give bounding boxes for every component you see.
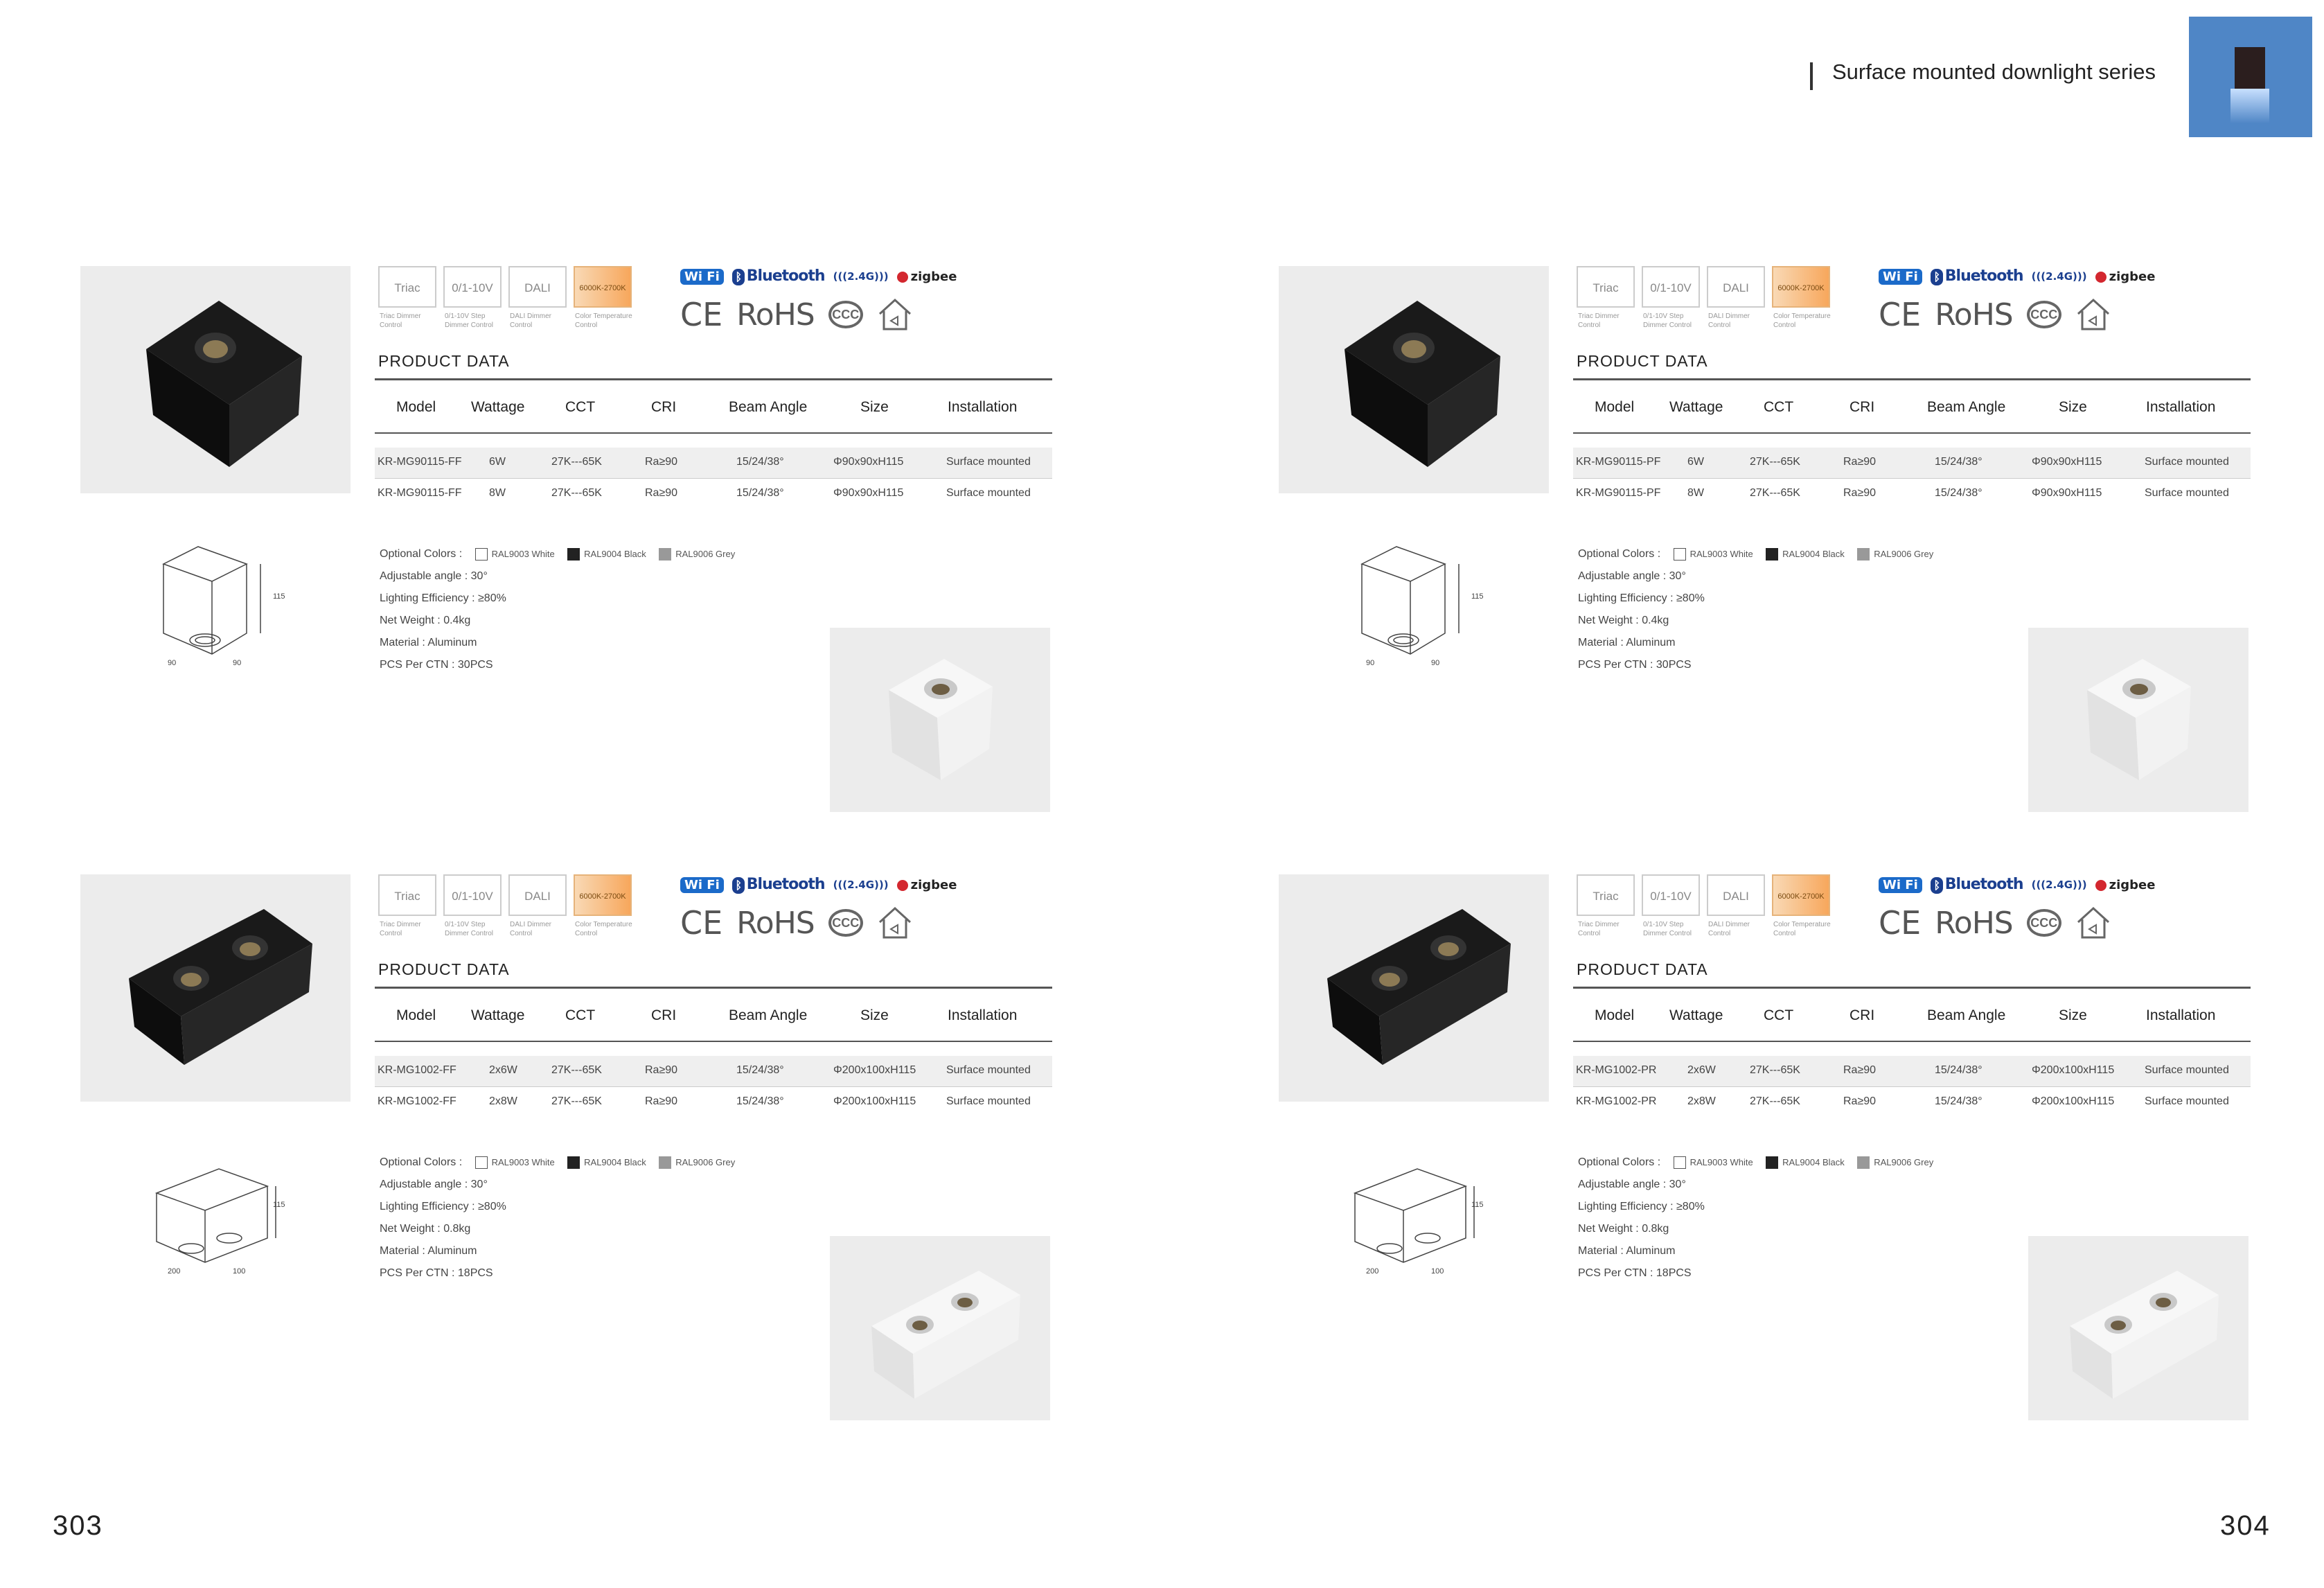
triac-caption: Triac Dimmer Control [1578, 921, 1620, 937]
dim-depth: 90 [1431, 659, 1440, 667]
lighting-efficiency: Lighting Efficiency : ≥80% [1578, 592, 1705, 604]
table-row [375, 448, 1052, 478]
product-render-icon [80, 266, 351, 493]
zigbee-icon [897, 270, 957, 284]
cell-wattage: 2x6W [1687, 1064, 1716, 1076]
table-header-rule [375, 1041, 1052, 1042]
certification-logos [1879, 294, 2111, 335]
certification-logos [680, 902, 913, 944]
cell-wattage: 2x6W [489, 1064, 517, 1076]
cell-size: Φ90x90xH115 [2032, 487, 2102, 499]
ccc-mark-icon: CCC [2027, 301, 2061, 328]
cell-model: KR-MG1002-PR [1576, 1095, 1657, 1107]
product-photo-white [830, 628, 1050, 812]
dali-caption: DALI Dimmer Control [510, 312, 552, 329]
cell-cct: 27K---65K [1750, 487, 1800, 499]
connectivity-logos [1879, 266, 2155, 287]
col-header-cct: CCT [1764, 399, 1794, 415]
table-row [375, 1056, 1052, 1086]
table-row [1573, 1056, 2251, 1086]
optional-colors-label: Optional Colors : [1578, 548, 1661, 560]
white-label: RAL9003 White [491, 549, 555, 559]
cell-wattage: 6W [1687, 456, 1704, 468]
product-block-3 [80, 874, 1050, 1443]
cell-model: KR-MG1002-FF [378, 1095, 456, 1107]
col-header-size: Size [860, 1007, 889, 1023]
series-title: Surface mounted downlight series [1832, 60, 2156, 84]
color-temp-caption: Color Temperature Control [1773, 312, 1831, 329]
cell-size: Φ90x90xH115 [2032, 456, 2102, 468]
white-swatch-icon [1674, 1156, 1686, 1169]
color-temp-badge: 6000K-2700K [1772, 874, 1830, 916]
col-header-model: Model [396, 1007, 436, 1023]
optional-colors-label: Optional Colors : [380, 548, 463, 560]
cell-beam: 15/24/38° [1935, 456, 1983, 468]
triac-badge: Triac [378, 874, 436, 916]
dali-caption: DALI Dimmer Control [510, 921, 552, 937]
cell-model: KR-MG1002-FF [378, 1064, 456, 1076]
cell-cct: 27K---65K [551, 1064, 602, 1076]
adjustable-angle: Adjustable angle : 30° [380, 570, 488, 582]
color-temp-caption: Color Temperature Control [1773, 921, 1831, 937]
certification-logos [680, 294, 913, 335]
rf-2-4g-icon: (((2.4G))) [833, 270, 889, 283]
triac-caption: Triac Dimmer Control [380, 312, 421, 329]
white-product-render-icon [2028, 1236, 2248, 1420]
wifi-icon: Wi Fi [680, 877, 724, 893]
product-photo-black [1279, 874, 1549, 1102]
connectivity-logos [680, 874, 957, 895]
product-photo-black [1279, 266, 1549, 493]
indoor-use-icon [877, 906, 913, 940]
spec-list [380, 1152, 735, 1285]
cell-model: KR-MG90115-PF [1576, 487, 1661, 499]
cell-installation: Surface mounted [946, 456, 1031, 468]
product-photo-white [2028, 1236, 2248, 1420]
cell-wattage: 2x8W [1687, 1095, 1716, 1107]
cell-cri: Ra≥90 [645, 1064, 678, 1076]
dim-depth: 100 [1431, 1267, 1444, 1276]
cell-installation: Surface mounted [946, 1064, 1031, 1076]
col-header-wattage: Wattage [1669, 1007, 1723, 1023]
bluetooth-icon: ᛒ Bluetooth [732, 267, 825, 285]
ccc-mark-icon: CCC [2027, 909, 2061, 937]
dim-width: 90 [1366, 659, 1375, 667]
table-header-rule [375, 432, 1052, 434]
cell-installation: Surface mounted [2145, 1064, 2229, 1076]
dimmer-0-10v-caption: 0/1-10V Step Dimmer Control [445, 312, 494, 329]
col-header-model: Model [396, 399, 436, 415]
col-header-model: Model [1595, 399, 1635, 415]
net-weight: Net Weight : 0.8kg [380, 1223, 471, 1235]
cell-beam: 15/24/38° [1935, 487, 1983, 499]
zigbee-icon [2095, 878, 2156, 892]
dimmer-0-10v-caption: 0/1-10V Step Dimmer Control [445, 921, 494, 937]
lighting-efficiency: Lighting Efficiency : ≥80% [380, 1201, 506, 1212]
grey-label: RAL9006 Grey [1874, 549, 1934, 559]
cell-cri: Ra≥90 [1843, 456, 1877, 468]
cell-model: KR-MG1002-PR [1576, 1064, 1657, 1076]
optional-colors-label: Optional Colors : [1578, 1156, 1661, 1168]
product-photo-black [80, 266, 351, 493]
col-header-wattage: Wattage [471, 399, 525, 415]
pcs-per-carton: PCS Per CTN : 18PCS [1578, 1267, 1692, 1279]
cell-cri: Ra≥90 [645, 1095, 678, 1107]
pcs-per-carton: PCS Per CTN : 30PCS [380, 659, 493, 671]
cell-size: Φ90x90xH115 [833, 487, 904, 499]
white-product-render-icon [830, 1236, 1050, 1420]
triac-badge: Triac [1577, 874, 1635, 916]
dimmer-0-10v-caption: 0/1-10V Step Dimmer Control [1643, 921, 1692, 937]
table-top-rule [1573, 987, 2251, 989]
spec-list [380, 543, 735, 676]
black-swatch-icon [1766, 548, 1778, 561]
rf-2-4g-icon: (((2.4G))) [2031, 270, 2087, 283]
product-block-4 [1279, 874, 2248, 1443]
grey-swatch-icon [659, 548, 671, 561]
col-header-size: Size [860, 399, 889, 415]
ce-mark-icon: CE [1879, 904, 1922, 942]
pcs-per-carton: PCS Per CTN : 18PCS [380, 1267, 493, 1279]
triac-badge: Triac [1577, 266, 1635, 308]
optional-colors [380, 543, 735, 565]
grey-label: RAL9006 Grey [1874, 1157, 1934, 1167]
cell-cct: 27K---65K [551, 456, 602, 468]
table-header-rule [1573, 432, 2251, 434]
pcs-per-carton: PCS Per CTN : 30PCS [1578, 659, 1692, 671]
connectivity-logos [1879, 874, 2155, 895]
product-data-title: PRODUCT DATA [1577, 960, 1708, 978]
indoor-use-icon [2075, 297, 2111, 332]
cell-cct: 27K---65K [1750, 1064, 1800, 1076]
light-beam-graphic [2230, 89, 2269, 123]
dimension-drawing [150, 543, 285, 675]
product-photo-white [2028, 628, 2248, 812]
cell-wattage: 2x8W [489, 1095, 517, 1107]
white-product-render-icon [830, 628, 1050, 812]
col-header-wattage: Wattage [471, 1007, 525, 1023]
bluetooth-icon: ᛒ Bluetooth [1931, 876, 2023, 894]
optional-colors [380, 1152, 735, 1174]
wifi-icon: Wi Fi [1879, 877, 1922, 893]
rohs-icon: RoHS [1935, 297, 2013, 333]
black-label: RAL9004 Black [584, 1157, 646, 1167]
grey-swatch-icon [659, 1156, 671, 1169]
dali-caption: DALI Dimmer Control [1708, 921, 1750, 937]
table-top-rule [1573, 378, 2251, 380]
dim-height: 115 [273, 1201, 285, 1209]
col-header-wattage: Wattage [1669, 399, 1723, 415]
dim-width: 200 [168, 1267, 181, 1276]
black-label: RAL9004 Black [584, 549, 646, 559]
optional-colors-label: Optional Colors : [380, 1156, 463, 1168]
dimmer-0-10v-badge: 0/1-10V [1642, 266, 1700, 308]
bluetooth-label: Bluetooth [1944, 876, 2023, 893]
ce-mark-icon: CE [1879, 296, 1922, 333]
header-divider [1810, 62, 1813, 90]
col-header-cct: CCT [565, 399, 596, 415]
dimmer-0-10v-badge: 0/1-10V [1642, 874, 1700, 916]
triac-caption: Triac Dimmer Control [380, 921, 421, 937]
table-top-rule [375, 378, 1052, 380]
net-weight: Net Weight : 0.4kg [1578, 615, 1669, 626]
bluetooth-label: Bluetooth [1944, 267, 2023, 285]
certification-logos [1879, 902, 2111, 944]
black-swatch-icon [1766, 1156, 1778, 1169]
black-label: RAL9004 Black [1782, 1157, 1845, 1167]
col-header-cct: CCT [565, 1007, 596, 1023]
cell-model: KR-MG90115-FF [378, 487, 462, 499]
dim-width: 90 [168, 659, 177, 667]
col-header-installation: Installation [2146, 399, 2216, 415]
table-row [375, 479, 1052, 509]
triac-caption: Triac Dimmer Control [1578, 312, 1620, 329]
cell-beam: 15/24/38° [1935, 1095, 1983, 1107]
net-weight: Net Weight : 0.8kg [1578, 1223, 1669, 1235]
dimension-drawing [1348, 1152, 1484, 1283]
color-temp-caption: Color Temperature Control [575, 921, 632, 937]
product-data-title: PRODUCT DATA [378, 352, 510, 370]
cell-installation: Surface mounted [946, 487, 1031, 499]
col-header-size: Size [2059, 1007, 2087, 1023]
cell-cct: 27K---65K [1750, 1095, 1800, 1107]
col-header-installation: Installation [2146, 1007, 2216, 1023]
black-label: RAL9004 Black [1782, 549, 1845, 559]
optional-colors [1578, 1152, 1933, 1174]
white-swatch-icon [475, 548, 488, 561]
cell-wattage: 8W [1687, 487, 1704, 499]
cell-cri: Ra≥90 [1843, 1095, 1877, 1107]
cell-size: Φ200x100xH115 [833, 1064, 916, 1076]
col-header-model: Model [1595, 1007, 1635, 1023]
spec-list [1578, 543, 1933, 676]
cell-installation: Surface mounted [2145, 1095, 2229, 1107]
table-row [375, 1087, 1052, 1118]
zigbee-label: zigbee [2109, 877, 2156, 892]
cell-cri: Ra≥90 [1843, 1064, 1877, 1076]
indoor-use-icon [877, 297, 913, 332]
col-header-cct: CCT [1764, 1007, 1794, 1023]
dimension-drawing [1348, 543, 1484, 675]
col-header-beam-angle: Beam Angle [729, 1007, 808, 1023]
spec-list [1578, 1152, 1933, 1285]
ce-mark-icon: CE [680, 904, 723, 942]
table-top-rule [375, 987, 1052, 989]
corner-accent-block [2189, 17, 2312, 137]
col-header-installation: Installation [948, 1007, 1018, 1023]
table-row [1573, 448, 2251, 478]
zigbee-label: zigbee [2109, 269, 2156, 284]
dim-height: 115 [1471, 592, 1484, 601]
dimmer-0-10v-caption: 0/1-10V Step Dimmer Control [1643, 312, 1692, 329]
rf-2-4g-icon: (((2.4G))) [833, 879, 889, 891]
cell-model: KR-MG90115-FF [378, 456, 462, 468]
cell-beam: 15/24/38° [736, 1064, 784, 1076]
col-header-installation: Installation [948, 399, 1018, 415]
color-temp-caption: Color Temperature Control [575, 312, 632, 329]
rohs-icon: RoHS [1935, 905, 2013, 941]
material: Material : Aluminum [380, 637, 477, 649]
cell-cct: 27K---65K [551, 487, 602, 499]
grey-swatch-icon [1857, 1156, 1870, 1169]
rohs-icon: RoHS [736, 297, 815, 333]
dim-depth: 90 [233, 659, 242, 667]
col-header-cri: CRI [1850, 399, 1875, 415]
table-row [1573, 1087, 2251, 1118]
cell-wattage: 8W [489, 487, 506, 499]
product-render-icon [1279, 266, 1549, 493]
black-swatch-icon [567, 548, 580, 561]
table-header-rule [1573, 1041, 2251, 1042]
rf-2-4g-icon: (((2.4G))) [2031, 879, 2087, 891]
cell-beam: 15/24/38° [736, 487, 784, 499]
cell-installation: Surface mounted [2145, 487, 2229, 499]
product-render-icon [1279, 874, 1549, 1102]
ccc-mark-icon: CCC [828, 909, 863, 937]
product-data-title: PRODUCT DATA [1577, 352, 1708, 370]
black-swatch-icon [567, 1156, 580, 1169]
product-block-2 [1279, 266, 2248, 834]
optional-colors [1578, 543, 1933, 565]
bluetooth-icon: ᛒ Bluetooth [1931, 267, 2023, 285]
bluetooth-label: Bluetooth [746, 876, 825, 893]
zigbee-label: zigbee [910, 269, 957, 284]
cell-cri: Ra≥90 [645, 487, 678, 499]
cell-beam: 15/24/38° [1935, 1064, 1983, 1076]
adjustable-angle: Adjustable angle : 30° [1578, 1179, 1686, 1190]
col-header-cri: CRI [1850, 1007, 1875, 1023]
color-temp-badge: 6000K-2700K [1772, 266, 1830, 308]
product-photo-white [830, 1236, 1050, 1420]
table-row [1573, 479, 2251, 509]
col-header-beam-angle: Beam Angle [1927, 1007, 2006, 1023]
color-temp-badge: 6000K-2700K [574, 874, 632, 916]
grey-swatch-icon [1857, 548, 1870, 561]
triac-badge: Triac [378, 266, 436, 308]
dali-badge: DALI [508, 266, 567, 308]
page-number-right: 304 [2220, 1510, 2271, 1541]
col-header-beam-angle: Beam Angle [1927, 399, 2006, 415]
dali-badge: DALI [1707, 874, 1765, 916]
dimmer-0-10v-badge: 0/1-10V [443, 874, 502, 916]
cell-cri: Ra≥90 [1843, 487, 1877, 499]
col-header-size: Size [2059, 399, 2087, 415]
product-photo-black [80, 874, 351, 1102]
zigbee-label: zigbee [910, 877, 957, 892]
wifi-icon: Wi Fi [680, 269, 724, 285]
dim-height: 115 [273, 592, 285, 601]
cell-cri: Ra≥90 [645, 456, 678, 468]
material: Material : Aluminum [1578, 637, 1676, 649]
cell-installation: Surface mounted [946, 1095, 1031, 1107]
zigbee-icon [897, 878, 957, 892]
grey-label: RAL9006 Grey [675, 1157, 736, 1167]
material: Material : Aluminum [380, 1245, 477, 1257]
white-label: RAL9003 White [1689, 1157, 1753, 1167]
downlight-icon [2235, 47, 2265, 89]
zigbee-icon [2095, 270, 2156, 284]
product-data-title: PRODUCT DATA [378, 960, 510, 978]
cell-size: Φ200x100xH115 [833, 1095, 916, 1107]
connectivity-logos [680, 266, 957, 287]
indoor-use-icon [2075, 906, 2111, 940]
dim-depth: 100 [233, 1267, 246, 1276]
page-number-left: 303 [53, 1510, 103, 1541]
dali-caption: DALI Dimmer Control [1708, 312, 1750, 329]
cell-wattage: 6W [489, 456, 506, 468]
dimension-drawing [150, 1152, 285, 1283]
cell-size: Φ200x100xH115 [2032, 1064, 2115, 1076]
lighting-efficiency: Lighting Efficiency : ≥80% [1578, 1201, 1705, 1212]
lighting-efficiency: Lighting Efficiency : ≥80% [380, 592, 506, 604]
col-header-cri: CRI [651, 1007, 677, 1023]
cell-size: Φ200x100xH115 [2032, 1095, 2115, 1107]
ce-mark-icon: CE [680, 296, 723, 333]
cell-model: KR-MG90115-PF [1576, 456, 1661, 468]
col-header-beam-angle: Beam Angle [729, 399, 808, 415]
col-header-cri: CRI [651, 399, 677, 415]
cell-beam: 15/24/38° [736, 1095, 784, 1107]
grey-label: RAL9006 Grey [675, 549, 736, 559]
material: Material : Aluminum [1578, 1245, 1676, 1257]
product-block-1 [80, 266, 1050, 834]
dim-height: 115 [1471, 1201, 1484, 1209]
dim-width: 200 [1366, 1267, 1379, 1276]
product-render-icon [80, 874, 351, 1102]
cell-cct: 27K---65K [1750, 456, 1800, 468]
white-swatch-icon [1674, 548, 1686, 561]
cell-beam: 15/24/38° [736, 456, 784, 468]
adjustable-angle: Adjustable angle : 30° [1578, 570, 1686, 582]
ccc-mark-icon: CCC [828, 301, 863, 328]
white-product-render-icon [2028, 628, 2248, 812]
dali-badge: DALI [508, 874, 567, 916]
wifi-icon: Wi Fi [1879, 269, 1922, 285]
cell-size: Φ90x90xH115 [833, 456, 904, 468]
dali-badge: DALI [1707, 266, 1765, 308]
bluetooth-label: Bluetooth [746, 267, 825, 285]
white-label: RAL9003 White [491, 1157, 555, 1167]
cell-cct: 27K---65K [551, 1095, 602, 1107]
dimmer-0-10v-badge: 0/1-10V [443, 266, 502, 308]
cell-installation: Surface mounted [2145, 456, 2229, 468]
bluetooth-icon: ᛒ Bluetooth [732, 876, 825, 894]
rohs-icon: RoHS [736, 905, 815, 941]
net-weight: Net Weight : 0.4kg [380, 615, 471, 626]
white-label: RAL9003 White [1689, 549, 1753, 559]
color-temp-badge: 6000K-2700K [574, 266, 632, 308]
adjustable-angle: Adjustable angle : 30° [380, 1179, 488, 1190]
white-swatch-icon [475, 1156, 488, 1169]
